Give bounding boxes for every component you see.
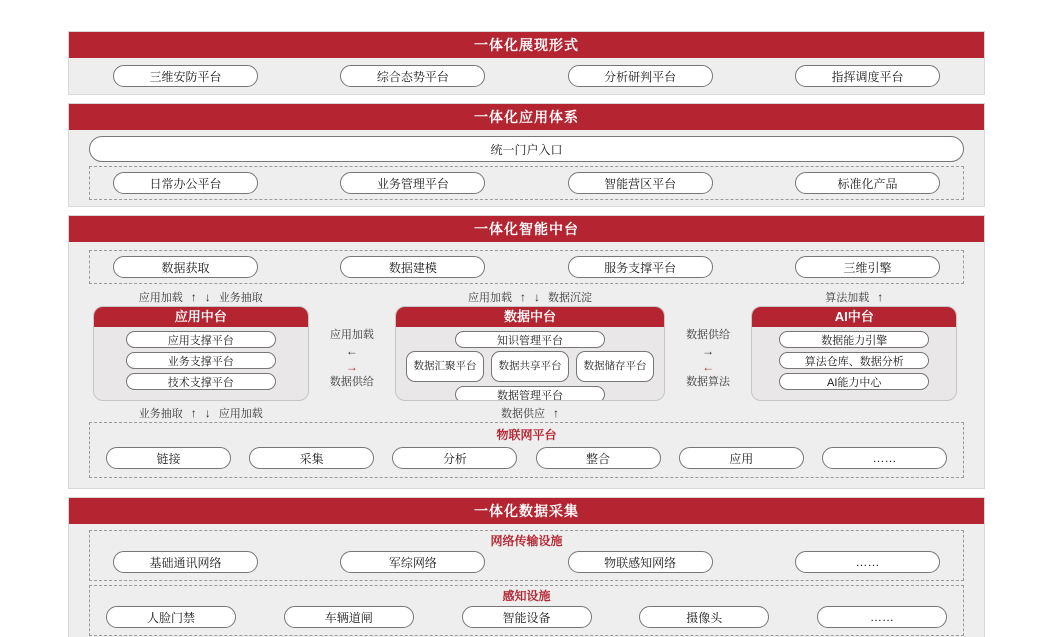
node-pill: 链接 — [106, 447, 231, 469]
pill-row — [90, 549, 963, 573]
section-title: 一体化数据采集 — [69, 498, 984, 524]
node-pill: 数据管理平台 — [455, 386, 605, 401]
node-pill: 人脸门禁 — [106, 606, 236, 628]
node-pill: 业务支撑平台 — [126, 352, 276, 369]
up-arrow-icon: ↑ — [190, 406, 197, 420]
node-pill: 数据建模 — [340, 256, 485, 278]
node-box: 数据储存平台 — [576, 351, 654, 382]
pill-row — [90, 172, 963, 194]
flow-label-vertical — [309, 306, 396, 401]
right-arrow-icon: → — [702, 344, 715, 358]
flow-label-vertical — [665, 306, 752, 401]
portal-entry-pill: 统一门户入口 — [89, 136, 964, 162]
flow-label — [93, 404, 309, 422]
flow-labels-top — [69, 288, 984, 306]
section-title: 一体化展现形式 — [69, 32, 984, 58]
flow-text: 应用加载 — [138, 292, 183, 304]
iot-platform-box — [89, 422, 964, 478]
node-pill: 知识管理平台 — [455, 331, 605, 348]
node-pill: 三维引擎 — [795, 256, 940, 278]
up-arrow-icon: ↑ — [552, 406, 559, 420]
capability-group-box — [89, 250, 964, 284]
flow-text: 数据供应 — [500, 408, 545, 420]
data-middle-platform-block — [395, 306, 664, 401]
section-title: 一体化智能中台 — [69, 216, 984, 242]
middle-platform-blocks — [69, 306, 984, 401]
up-arrow-icon: ↑ — [190, 290, 197, 304]
left-arrow-icon: ← — [345, 344, 358, 358]
node-pill: …… — [822, 447, 947, 469]
flow-text: 数据供给 — [686, 329, 731, 342]
block-title: 应用中台 — [94, 307, 308, 327]
node-box: 数据共享平台 — [491, 351, 569, 382]
node-pill: 车辆道闸 — [284, 606, 414, 628]
flow-text: 数据沉淀 — [547, 292, 592, 304]
section-title: 一体化应用体系 — [69, 104, 984, 130]
node-pill: 智能营区平台 — [568, 172, 713, 194]
node-pill: 军综网络 — [340, 551, 485, 573]
node-pill: 智能设备 — [462, 606, 592, 628]
sensing-facilities-title: 感知设施 — [502, 589, 551, 603]
node-pill: 标准化产品 — [795, 172, 940, 194]
node-pill: AI能力中心 — [779, 373, 929, 390]
flow-text: 业务抽取 — [218, 292, 263, 304]
node-pill: 应用 — [679, 447, 804, 469]
node-pill: 数据能力引擎 — [779, 331, 929, 348]
node-pill: 整合 — [536, 447, 661, 469]
node-pill: …… — [795, 551, 940, 573]
flow-text: 业务抽取 — [138, 408, 183, 420]
node-pill: 指挥调度平台 — [795, 65, 940, 87]
right-arrow-icon: → — [345, 360, 358, 374]
node-pill: 物联感知网络 — [568, 551, 713, 573]
network-facilities-title: 网络传输设施 — [490, 534, 563, 548]
sensing-facilities-box — [89, 585, 964, 636]
node-pill: 综合态势平台 — [340, 65, 485, 87]
node-pill: 算法仓库、数据分析 — [779, 352, 929, 369]
flow-labels-bottom — [69, 404, 984, 420]
up-arrow-icon: ↑ — [877, 290, 884, 304]
node-pill: 日常办公平台 — [113, 172, 258, 194]
section-data-collection — [68, 497, 985, 637]
network-facilities-box — [89, 530, 964, 581]
node-pill: 分析研判平台 — [568, 65, 713, 87]
node-pill: 技术支撑平台 — [126, 373, 276, 390]
flow-text: 应用加载 — [329, 329, 374, 342]
node-pill: 数据获取 — [113, 256, 258, 278]
block-title: AI中台 — [752, 307, 956, 327]
down-arrow-icon: ↓ — [204, 406, 211, 420]
section-presentation — [68, 31, 985, 95]
app-middle-platform-block — [93, 306, 309, 401]
flow-text: 应用加载 — [467, 292, 512, 304]
pill-row — [90, 256, 963, 278]
node-pill: 三维安防平台 — [113, 65, 258, 87]
node-pill: 分析 — [392, 447, 517, 469]
node-pill: 应用支撑平台 — [126, 331, 276, 348]
node-box: 数据汇聚平台 — [406, 351, 484, 382]
flow-text: 算法加载 — [825, 292, 870, 304]
block-title: 数据中台 — [396, 307, 663, 327]
pill-row — [90, 443, 963, 469]
data-box-row — [396, 351, 663, 382]
section-application — [68, 103, 985, 207]
flow-label — [395, 404, 664, 422]
section-middle-platform — [68, 215, 985, 489]
ai-middle-platform-block — [751, 306, 957, 401]
down-arrow-icon: ↓ — [204, 290, 211, 304]
left-arrow-icon: ← — [702, 360, 715, 374]
iot-platform-title: 物联网平台 — [496, 428, 557, 442]
flow-label — [751, 288, 957, 306]
node-pill: 采集 — [249, 447, 374, 469]
flow-text: 数据供给 — [329, 376, 374, 388]
flow-text: 应用加载 — [218, 408, 263, 420]
node-pill: 服务支撑平台 — [568, 256, 713, 278]
node-pill: 摄像头 — [639, 606, 769, 628]
flow-text: 数据算法 — [686, 376, 731, 388]
down-arrow-icon: ↓ — [533, 290, 540, 304]
up-arrow-icon: ↑ — [519, 290, 526, 304]
node-pill: 业务管理平台 — [340, 172, 485, 194]
node-pill: 基础通讯网络 — [113, 551, 258, 573]
pill-row — [90, 604, 963, 628]
node-pill: …… — [817, 606, 947, 628]
pill-row — [69, 58, 984, 94]
flow-label — [395, 288, 664, 306]
flow-label — [93, 288, 309, 306]
application-group-box — [89, 166, 964, 200]
